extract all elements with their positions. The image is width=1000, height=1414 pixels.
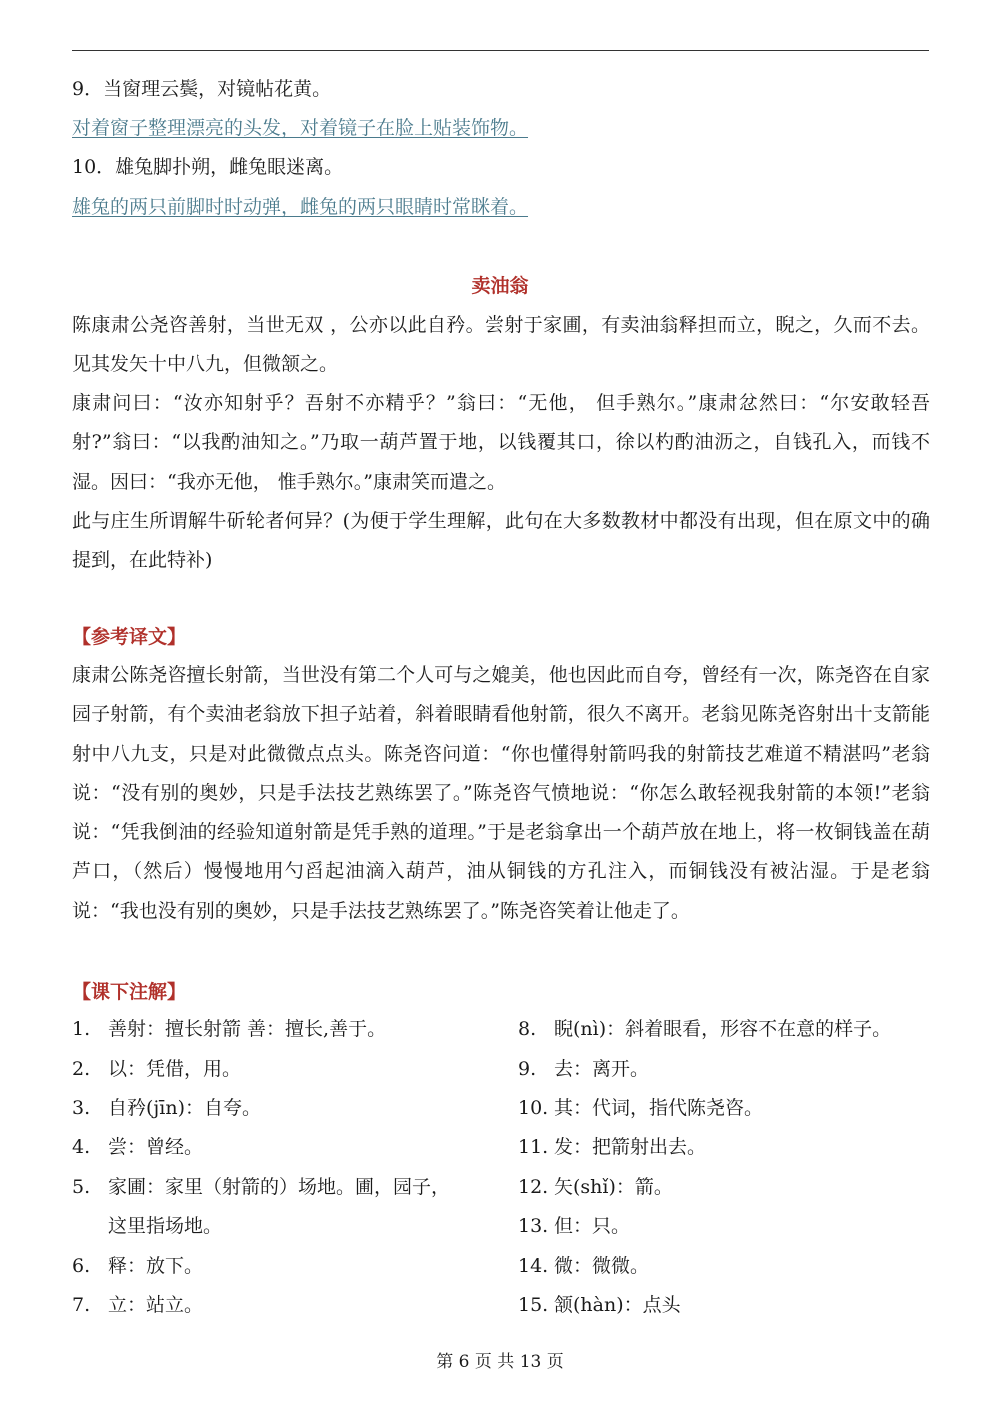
note-left-4: 4. 尝：曾经。 (72, 1136, 204, 1158)
note-right-8: 8. 睨(nì)：斜着眼看，形容不在意的样子。 (518, 1018, 892, 1040)
note-right-11: 11. 发：把箭射出去。 (518, 1136, 707, 1158)
note-left-2: 2. 以：凭借，用。 (72, 1058, 242, 1080)
note-left-7: 7. 立：站立。 (72, 1294, 204, 1316)
note-left-6: 6. 释：放下。 (72, 1255, 204, 1277)
verse-9-translation: 对着窗子整理漂亮的头发，对着镜子在脸上贴装饰物。 (72, 117, 529, 139)
verse-10-translation: 雄兔的两只前脚时时动弹，雌兔的两只眼睛时常眯着。 (72, 196, 529, 218)
note-left-5-cont: 这里指场地。 (108, 1215, 223, 1237)
note-right-10: 10. 其：代词，指代陈尧咨。 (518, 1097, 764, 1119)
note-left-3: 3. 自矜(jīn)：自夸。 (72, 1097, 262, 1119)
note-left-1: 1. 善射：擅长射箭 善：擅长,善于。 (72, 1018, 387, 1040)
notes-heading: 【课下注解】 (72, 981, 187, 1003)
article-title: 卖油翁 (471, 275, 529, 297)
article-paragraph-2: 康肃问曰：“汝亦知射乎？吾射不亦精乎？”翁曰：“无他， 但手熟尔。”康肃忿然曰：“尔安敢轻吾射?”翁曰：“以我酌油知之。”乃取一葫芦置于地，以钱覆其口，徐以杓酌油沥之，自钱孔入，而钱不湿。因曰：“我亦无他， 惟手熟尔。”康肃笑而遣之。 (72, 392, 930, 493)
note-right-14: 14. 微：微微。 (518, 1255, 650, 1277)
verse-9: 9．当窗理云鬓，对镜帖花黄。 (72, 78, 332, 100)
page-footer: 第 6 页 共 13 页 (436, 1352, 564, 1372)
note-right-9: 9. 去：离开。 (518, 1058, 650, 1080)
translation-text: 康肃公陈尧咨擅长射箭，当世没有第二个人可与之媲美，他也因此而自夸，曾经有一次，陈尧咨在自家园子射箭，有个卖油老翁放下担子站着，斜着眼睛看他射箭，很久不离开。老翁见陈尧咨射出十支箭能射中八九支，只是对此微微点点头。陈尧咨问道：“你也懂得射箭吗我的射箭技艺难道不精湛吗”老翁说：“没有别的奥妙，只是手法技艺熟练罢了。”陈尧咨气愤地说：“你怎么敢轻视我射箭的本领!”老翁说：“凭我倒油的经验知道射箭是凭手熟的道理。”于是老翁拿出一个葫芦放在地上，将一枚铜钱盖在葫芦口，（然后）慢慢地用勺舀起油滴入葫芦，油从铜钱的方孔注入，而铜钱没有被沾湿。于是老翁说：“我也没有别的奥妙，只是手法技艺熟练罢了。”陈尧咨笑着让他走了。 (72, 664, 930, 922)
verse-10: 10．雄兔脚扑朔，雌兔眼迷离。 (72, 156, 344, 178)
note-right-12: 12. 矢(shǐ)：箭。 (518, 1176, 673, 1198)
header-rule (72, 50, 929, 51)
note-left-5: 5. 家圃：家里（射箭的）场地。圃，园子， (72, 1176, 451, 1198)
article-paragraph-1: 陈康肃公尧咨善射，当世无双 ，公亦以此自矜。尝射于家圃，有卖油翁释担而立，睨之，久而不去。见其发矢十中八九，但微颔之。 (72, 314, 930, 376)
note-right-15: 15. 颔(hàn)：点头 (518, 1294, 681, 1316)
note-right-13: 13. 但：只。 (518, 1215, 631, 1237)
article-paragraph-3: 此与庄生所谓解牛斫轮者何异？(为便于学生理解，此句在大多数教材中都没有出现，但在原文中的确提到，在此特补) (72, 510, 930, 572)
translation-heading: 【参考译文】 (72, 626, 187, 648)
